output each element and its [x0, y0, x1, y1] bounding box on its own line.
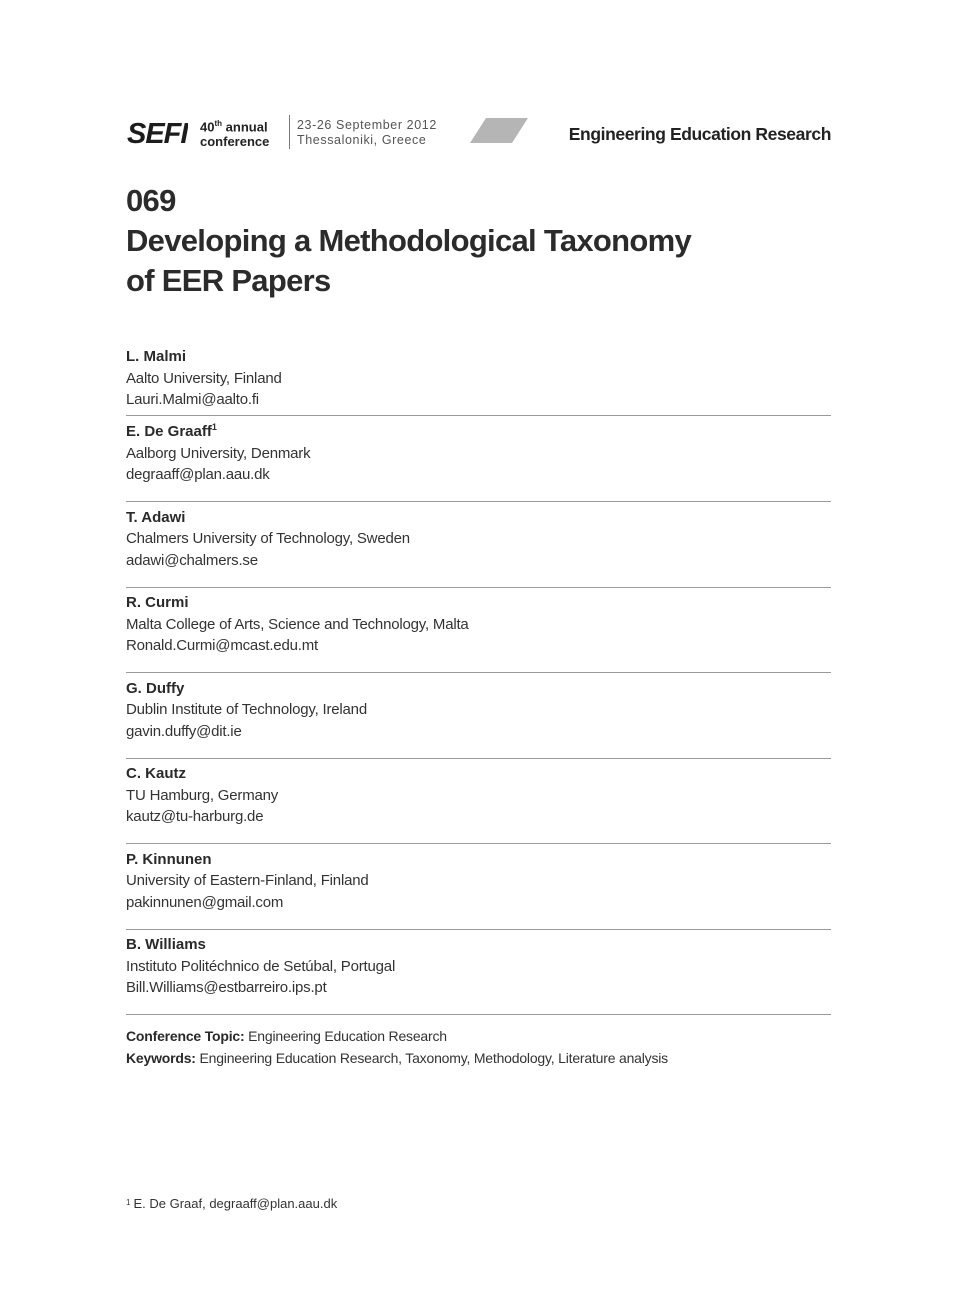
author-name: E. De Graaff$^1$	[126, 422, 217, 440]
conference-edition	[200, 116, 269, 149]
author-email: gavin.duffy@dit.ie	[126, 722, 242, 740]
paper-title: Developing a Methodological Taxonomy of EER Papers	[126, 223, 692, 298]
svg-text:SEFI: SEFI	[127, 118, 188, 146]
author-entry	[126, 587, 831, 673]
conference-dates: 23-26 September 2012	[297, 118, 437, 132]
keywords: Keywords: Engineering Education Research, Taxonomy, Methodology, Literature analysis	[126, 1050, 668, 1066]
author-affiliation: Aalborg University, Denmark	[126, 444, 311, 462]
edition-annual: annual	[225, 119, 268, 135]
paper-meta	[126, 1025, 831, 1069]
paper-number: 069	[126, 183, 176, 218]
author-list	[126, 341, 831, 1015]
author-name: G. Duffy	[126, 679, 185, 697]
author-entry	[126, 341, 831, 416]
author-name: P. Kinnunen	[126, 850, 212, 868]
author-affiliation: Aalto University, Finland	[126, 369, 282, 387]
author-email: pakinnunen@gmail.com	[126, 893, 284, 911]
edition-number: 40	[200, 119, 215, 135]
author-entry	[126, 416, 831, 502]
author-email: Bill.Williams@estbarreiro.ips.pt	[126, 979, 327, 996]
author-email: degraaff@plan.aau.dk	[126, 466, 270, 483]
author-affiliation: University of Eastern-Finland, Finland	[126, 872, 369, 889]
decorative-parallelogram-icon	[470, 118, 528, 143]
author-entry	[126, 758, 831, 844]
author-affiliation: Dublin Institute of Technology, Ireland	[126, 701, 367, 718]
author-divider	[126, 1014, 831, 1015]
conference-header	[126, 112, 831, 152]
section-label: Engineering Education Research	[568, 124, 831, 144]
footnote-text: E. De Graaf, degraaff@plan.aau.dk	[133, 1196, 338, 1211]
author-name: R. Curmi	[126, 594, 189, 611]
header-divider	[289, 115, 290, 149]
footnote-marker: 1	[126, 1198, 131, 1207]
sefi-logo	[126, 116, 188, 146]
author-name: B. Williams	[126, 936, 206, 953]
author-email: Lauri.Malmi@aalto.fi	[126, 391, 259, 408]
author-name: T. Adawi	[126, 508, 186, 526]
title-block	[126, 181, 826, 301]
author-affiliation: Malta College of Arts, Science and Technology, Malta	[126, 615, 469, 633]
author-email: kautz@tu-harburg.de	[126, 808, 264, 825]
edition-conference: conference	[200, 134, 270, 150]
author-affiliation: TU Hamburg, Germany	[126, 786, 279, 804]
author-affiliation: Instituto Politéchnico de Setúbal, Portugal	[126, 957, 396, 975]
author-email: Ronald.Curmi@mcast.edu.mt	[126, 637, 318, 654]
author-entry	[126, 929, 831, 1015]
edition-suffix: th	[214, 119, 223, 128]
conference-location: Thessaloniki, Greece	[297, 133, 427, 147]
author-name: L. Malmi	[126, 348, 187, 365]
author-email: adawi@chalmers.se	[126, 551, 258, 569]
footnote	[126, 1196, 337, 1211]
author-entry	[126, 844, 831, 930]
author-name: C. Kautz	[126, 765, 186, 782]
conference-topic: Conference Topic: Engineering Education Research	[126, 1028, 447, 1044]
author-entry	[126, 673, 831, 759]
author-entry	[126, 502, 831, 588]
author-affiliation: Chalmers University of Technology, Sweden	[126, 530, 410, 547]
conference-dates-location	[297, 118, 437, 148]
